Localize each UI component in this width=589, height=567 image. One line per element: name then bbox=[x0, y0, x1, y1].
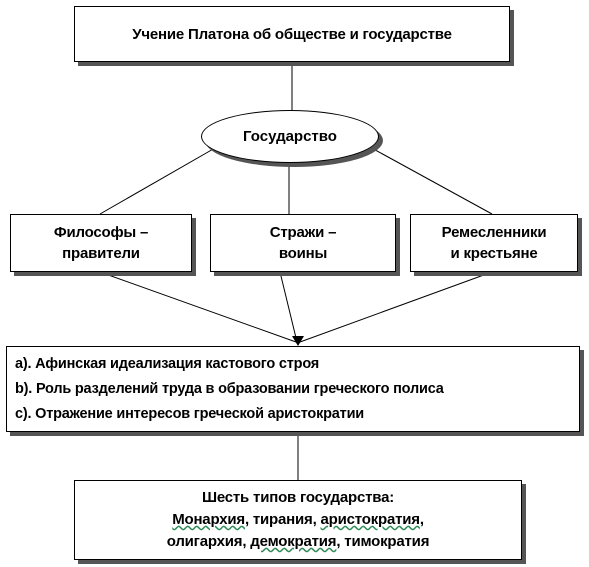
types-box bbox=[74, 480, 522, 560]
class-artisans-line1: Ремесленники bbox=[441, 224, 547, 241]
class-philosophers-line1: Философы – bbox=[53, 224, 149, 241]
class-philosophers-line2: правители bbox=[62, 245, 140, 262]
types-sep5: , bbox=[336, 533, 345, 550]
points-box bbox=[6, 346, 580, 432]
type-oligarchy: олигархия bbox=[166, 533, 243, 550]
class-box-philosophers bbox=[10, 214, 192, 272]
point-c: с). Отражение интересов греческой аристократии bbox=[15, 406, 364, 422]
class-guardians-line1: Стражи – bbox=[269, 224, 337, 241]
types-sep4: , bbox=[242, 533, 251, 550]
types-line1 bbox=[172, 509, 424, 531]
arrow-artisans-to-points bbox=[300, 272, 492, 342]
state-ellipse bbox=[201, 110, 379, 163]
type-democracy: демократия bbox=[250, 533, 337, 550]
arrow-guardians-to-points bbox=[280, 272, 297, 342]
title-text: Учение Платона об обществе и государстве bbox=[132, 25, 452, 43]
types-sep2: , bbox=[312, 511, 321, 528]
types-line2 bbox=[167, 531, 430, 553]
types-sep1: , bbox=[244, 511, 253, 528]
connector-state-to-artisans bbox=[368, 146, 492, 214]
connector-state-to-philosophers bbox=[100, 148, 215, 214]
arrow-philosophers-to-points bbox=[100, 272, 296, 342]
type-monarchy: Монархия bbox=[172, 511, 245, 528]
class-artisans-line2: и крестьяне bbox=[450, 245, 538, 262]
type-tyranny: тирания bbox=[252, 511, 313, 528]
class-box-artisans bbox=[410, 214, 578, 272]
title-box bbox=[74, 6, 510, 62]
class-guardians-line2: воины bbox=[278, 245, 328, 262]
state-text: Государство bbox=[243, 128, 337, 145]
types-heading: Шесть типов государства: bbox=[201, 489, 395, 506]
types-sep3: , bbox=[419, 511, 424, 528]
point-a: а). Афинская идеализация кастового строя bbox=[15, 356, 320, 372]
type-timocracy: тимократия bbox=[344, 533, 430, 550]
class-box-guardians bbox=[210, 214, 396, 272]
point-b: b). Роль разделений труда в образовании греческого полиса bbox=[15, 381, 444, 397]
type-aristocracy: аристократия bbox=[320, 511, 420, 528]
